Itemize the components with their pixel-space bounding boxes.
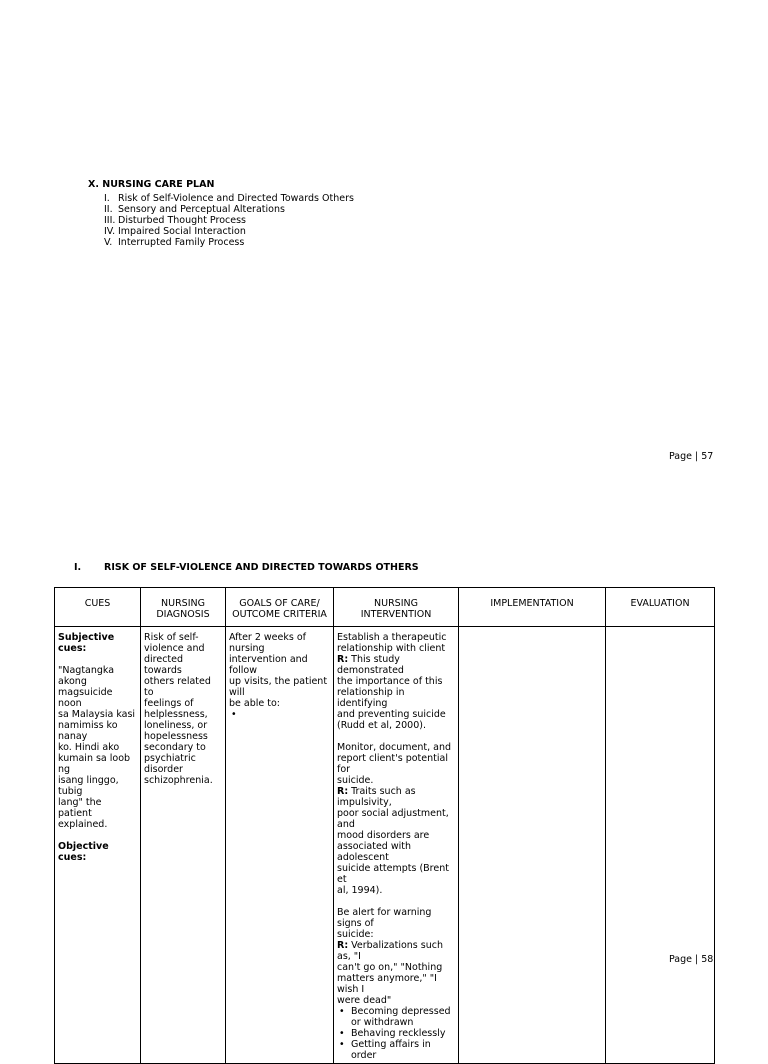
intervention-cell — [334, 627, 459, 1064]
warning-signs-list — [337, 1006, 455, 1061]
empty-bullet: • — [231, 709, 237, 720]
list-item-label: Disturbed Thought Process — [118, 215, 246, 226]
list-item: • Becoming depressed or withdrawn — [351, 1006, 455, 1028]
list-item-number: I. — [104, 193, 110, 204]
list-item-label: Sensory and Perceptual Alterations — [118, 204, 285, 215]
table-heading — [74, 562, 419, 573]
nursing-care-plan-table — [54, 587, 715, 1064]
list-item-number: III. — [104, 215, 116, 226]
evaluation-cell — [606, 627, 715, 1064]
list-item — [104, 226, 354, 237]
intervention-block: Monitor, document, and report client's potential for suicide. R: Traits such as impulsivity, poor social adjustment, and mood disorders are associated with adolescent suicide attempts (Brent et al, 1994). — [337, 742, 451, 896]
intervention-block: Be alert for warning signs of suicide: R: Verbalizations such as, "I can't go on," "Nothing matters anymore," "I wish I were dead" • Becoming depressed or withdrawn • Behaving recklessly • Getting affairs in order — [337, 907, 455, 1061]
header-cues: CUES — [55, 588, 141, 627]
list-item-label: Impaired Social Interaction — [118, 226, 246, 237]
list-item-label: Risk of Self-Violence and Directed Towards Others — [118, 193, 354, 204]
list-item — [104, 193, 354, 204]
header-evaluation: EVALUATION — [606, 588, 715, 627]
subjective-cues-label: Subjective cues: — [58, 632, 115, 654]
header-nursing-diagnosis: NURSING DIAGNOSIS — [141, 588, 226, 627]
list-item-number: IV. — [104, 226, 116, 237]
section-title: X. NURSING CARE PLAN — [88, 179, 215, 190]
intervention-block: Establish a therapeutic relationship with client R: This study demonstrated the importance of this relationship in identifying and preventing suicide (Rudd et al, 2000). — [337, 632, 447, 731]
list-item-number: V. — [104, 237, 113, 248]
care-plan-list — [104, 193, 354, 248]
implementation-cell — [459, 627, 606, 1064]
diagnosis-cell: Risk of self- violence and directed towards others related to feelings of helplessness, loneliness, or hopelessness secondary to psychiatric disorder schizophrenia. — [141, 627, 226, 1064]
list-item — [104, 237, 354, 248]
heading-text: RISK OF SELF-VIOLENCE AND DIRECTED TOWARDS OTHERS — [104, 562, 419, 573]
table-header-row — [55, 588, 715, 627]
list-item: • Getting affairs in order — [351, 1039, 455, 1061]
list-item — [104, 215, 354, 226]
page-number: Page | 58 — [669, 954, 714, 965]
header-goals: GOALS OF CARE/ OUTCOME CRITERIA — [226, 588, 334, 627]
list-item-number: II. — [104, 204, 113, 215]
goals-cell: After 2 weeks of nursing intervention and follow up visits, the patient will be able to: • — [226, 627, 334, 1064]
cues-cell — [55, 627, 141, 1064]
objective-cues-label: Objective cues: — [58, 841, 109, 863]
list-item-label: Interrupted Family Process — [118, 237, 245, 248]
heading-number: I. — [74, 562, 82, 573]
list-item — [104, 204, 354, 215]
table-row — [55, 627, 715, 1064]
page-number: Page | 57 — [669, 451, 714, 462]
list-item: • Behaving recklessly — [351, 1028, 455, 1039]
subjective-cues-text: "Nagtangka akong magsuicide noon sa Malaysia kasi namimiss ko nanay ko. Hindi ako kumain sa loob ng isang linggo, tubig lang" the patient explained. — [58, 665, 136, 830]
header-implementation: IMPLEMENTATION — [459, 588, 606, 627]
header-nursing-intervention: NURSING INTERVENTION — [334, 588, 459, 627]
